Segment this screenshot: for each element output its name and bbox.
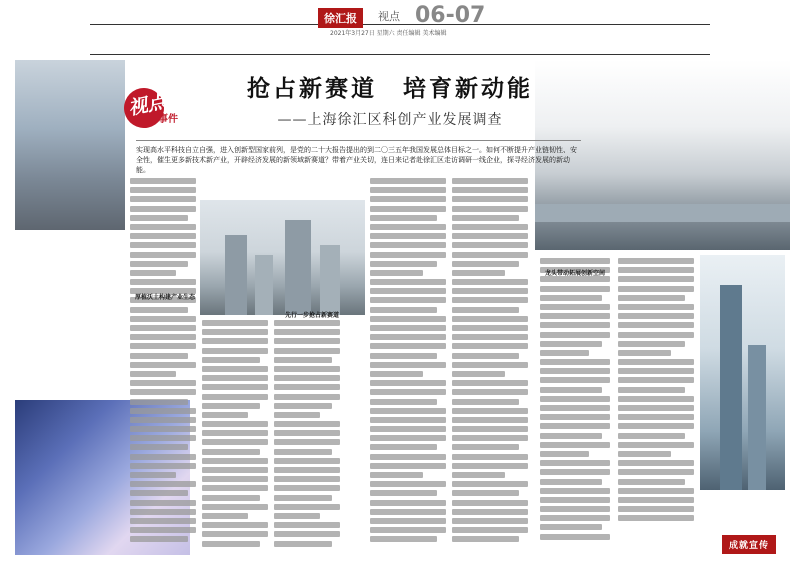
text-line [370,518,446,524]
text-line [370,178,446,184]
text-line [202,458,268,464]
footer-tag: 成就宣传 [722,535,776,554]
text-line [618,506,694,512]
text-line [130,233,196,239]
text-line [202,476,268,482]
text-line [540,479,602,485]
tower-shape [748,345,766,490]
tower-shape [225,235,247,315]
text-line [274,430,340,436]
text-line [618,497,694,503]
text-line [618,350,671,356]
text-line [274,357,332,363]
text-line [540,534,610,540]
tower-shape [255,255,273,315]
text-line [370,435,446,441]
text-line [274,320,340,326]
text-line [540,405,610,411]
text-line [452,380,528,386]
newspaper-brand: 徐汇报 [318,8,363,28]
text-line [540,322,610,328]
text-line [130,454,196,460]
text-column [618,258,694,528]
text-line [540,286,610,292]
text-line [130,343,196,349]
text-line [274,495,332,501]
text-line [370,261,437,267]
text-line [370,444,437,450]
text-line [130,270,176,276]
text-line [452,187,528,193]
text-line [540,515,610,521]
text-line [618,451,671,457]
text-line [618,442,694,448]
section-label: 视点 [378,10,400,23]
text-line [130,426,196,432]
text-line [452,463,528,469]
text-line [618,286,694,292]
text-line [452,527,528,533]
photo-office-towers [200,200,365,315]
text-line [130,307,188,313]
text-column [540,258,610,548]
text-line [452,435,528,441]
text-line [618,332,694,338]
text-line [618,313,694,319]
text-line [540,433,602,439]
text-line [540,414,610,420]
text-line [452,196,528,202]
text-line [618,258,694,264]
text-line [452,500,528,506]
section-subhead: 厚植沃土构建产业生态 [135,294,196,301]
headline: 抢占新赛道 培育新动能 [247,75,533,102]
text-line [202,531,268,537]
headline-block [170,70,610,128]
subheadline: ——上海徐汇区科创产业发展调查 [277,112,503,128]
text-line [452,426,528,432]
text-line [540,359,610,365]
river [535,204,790,222]
text-line [540,451,589,457]
text-line [452,261,519,267]
text-line [370,196,446,202]
text-line [130,518,196,524]
text-line [370,224,446,230]
text-column [370,178,446,548]
text-line [370,252,446,258]
text-line [370,371,423,377]
text-line [452,325,528,331]
text-line [452,297,528,303]
text-line [370,325,446,331]
text-line [274,439,340,445]
text-line [452,408,528,414]
text-line [452,536,519,542]
text-line [452,279,528,285]
text-line [130,178,196,184]
text-line [540,442,610,448]
text-line [452,509,528,515]
text-line [540,469,610,475]
text-line [618,396,694,402]
lead-paragraph: 实现高水平科技自立自强，进入创新型国家前列，是党的二十大报告提出的到二〇三五年我国发展总体目标之一。如何不断提升产业链韧性、安全性，催生更多新技术新产业，开辟经济发展的新领域新赛道？带着产业关切，连日来记者赴徐汇区走访调研一线企业，探寻经济发展的新动能。 [136,146,577,174]
text-line [202,320,268,326]
text-line [202,394,268,400]
text-line [274,449,332,455]
text-line [130,509,196,515]
text-line [618,387,685,393]
text-line [130,362,196,368]
text-line [130,444,188,450]
text-line [452,417,528,423]
text-line [452,242,528,248]
text-line [618,341,685,347]
text-line [618,304,694,310]
text-line [540,350,589,356]
text-line [130,261,188,267]
text-line [618,414,694,420]
text-line [540,368,610,374]
text-line [452,399,519,405]
text-line [370,527,446,533]
text-line [130,224,196,230]
text-line [370,233,446,239]
text-line [540,332,610,338]
text-column [452,178,528,548]
text-line [540,377,610,383]
text-line [370,490,437,496]
text-line [452,518,528,524]
text-line [130,206,196,212]
text-line [130,215,188,221]
text-line [130,252,196,258]
text-line [274,403,332,409]
text-line [370,481,446,487]
badge-sub: 事件 [158,114,178,125]
text-line [540,313,610,319]
text-line [452,444,519,450]
text-line [202,421,268,427]
text-line [370,389,446,395]
text-line [452,454,528,460]
text-line [274,394,340,400]
text-line [618,479,685,485]
text-column [274,320,340,550]
text-line [370,509,446,515]
text-line [452,316,528,322]
text-line [370,454,446,460]
text-line [540,341,602,347]
text-line [370,334,446,340]
text-line [618,322,694,328]
text-line [370,242,446,248]
text-line [370,316,446,322]
text-line [202,375,268,381]
text-line [202,348,268,354]
text-line [370,215,437,221]
photo-glass-tower [700,255,785,490]
text-line [202,357,260,363]
text-line [130,472,176,478]
text-line [274,541,332,547]
text-line [452,481,528,487]
text-line [452,389,528,395]
text-line [370,288,446,294]
text-line [370,408,446,414]
text-line [202,504,268,510]
section-subhead: 龙头带动拓展创新空间 [545,270,606,277]
text-line [274,531,340,537]
text-line [370,472,423,478]
text-line [452,252,528,258]
text-line [540,524,602,530]
text-line [130,435,196,441]
text-line [202,541,260,547]
text-line [618,267,694,273]
text-line [618,433,685,439]
text-line [540,423,610,429]
text-line [370,206,446,212]
text-line [618,460,694,466]
text-line [274,513,320,519]
text-line [452,307,519,313]
text-line [540,460,610,466]
text-line [370,187,446,193]
text-column [202,320,268,550]
text-line [202,412,248,418]
text-line [202,522,268,528]
text-line [618,368,694,374]
text-line [202,513,248,519]
text-line [618,515,694,521]
text-line [370,536,437,542]
text-line [370,353,437,359]
text-line [130,371,176,377]
text-line [202,338,268,344]
text-line [130,527,196,533]
text-line [130,417,196,423]
text-line [130,399,188,405]
tower-shape [320,245,340,315]
text-line [452,334,528,340]
text-line [274,476,340,482]
text-line [618,359,694,365]
tower-shape [285,220,311,315]
text-line [370,270,423,276]
text-line [130,481,196,487]
text-line [130,353,188,359]
text-line [274,421,340,427]
text-line [370,362,446,368]
text-line [202,467,268,473]
text-line [452,343,528,349]
text-line [370,500,446,506]
text-line [540,258,610,264]
text-line [274,338,340,344]
text-line [540,304,610,310]
text-line [202,485,268,491]
page-number: 06-07 [415,3,486,28]
text-line [540,506,610,512]
header-rule [90,24,710,25]
text-line [370,426,446,432]
text-line [202,403,260,409]
text-line [370,399,437,405]
text-line [130,490,188,496]
text-line [370,307,437,313]
text-line [452,288,528,294]
text-line [618,469,694,475]
text-line [370,417,446,423]
text-line [274,458,340,464]
text-line [274,522,340,528]
text-line [618,488,694,494]
text-line [130,334,196,340]
text-line [452,353,519,359]
tower-shape [720,285,742,490]
text-line [130,187,196,193]
text-line [274,384,340,390]
text-line [452,362,528,368]
text-line [618,276,694,282]
text-line [540,396,610,402]
text-line [274,348,340,354]
text-line [540,488,610,494]
text-line [130,325,196,331]
text-line [202,495,260,501]
text-line [274,467,340,473]
page-header [0,0,800,58]
text-line [452,233,528,239]
text-line [452,270,505,276]
text-line [618,405,694,411]
text-line [452,371,505,377]
text-line [202,329,268,335]
text-line [452,178,528,184]
text-line [130,380,196,386]
text-line [130,500,196,506]
text-line [618,295,685,301]
header-rule-bottom [90,54,710,55]
text-line [274,375,340,381]
text-line [274,504,340,510]
text-line [130,536,188,542]
text-line [452,490,519,496]
text-line [370,380,446,386]
text-line [370,297,446,303]
text-line [274,412,320,418]
text-line [274,329,340,335]
text-line [130,196,196,202]
text-line [202,366,268,372]
text-line [540,295,602,301]
text-column [130,178,196,548]
text-line [130,463,196,469]
text-line [130,316,196,322]
text-line [540,387,602,393]
text-line [130,279,196,285]
text-line [202,384,268,390]
text-line [130,408,196,414]
text-line [540,497,610,503]
text-line [452,472,505,478]
text-line [452,206,528,212]
text-line [618,423,694,429]
dateline: 2021年3月27日 星期六 责任编辑 美术编辑 [330,30,447,37]
text-line [370,343,446,349]
text-line [130,389,196,395]
badge-main: 视点 [126,90,169,120]
lead-rule [136,140,581,141]
text-line [130,242,196,248]
text-line [370,463,446,469]
section-subhead: 先行一步抢占新赛道 [285,312,340,319]
text-line [452,224,528,230]
photo-street-buildings [15,60,125,230]
text-line [452,215,519,221]
text-line [618,377,694,383]
text-line [274,485,340,491]
text-line [540,276,610,282]
text-line [202,449,260,455]
text-line [370,279,446,285]
text-line [274,366,340,372]
text-line [202,430,268,436]
text-line [202,439,268,445]
